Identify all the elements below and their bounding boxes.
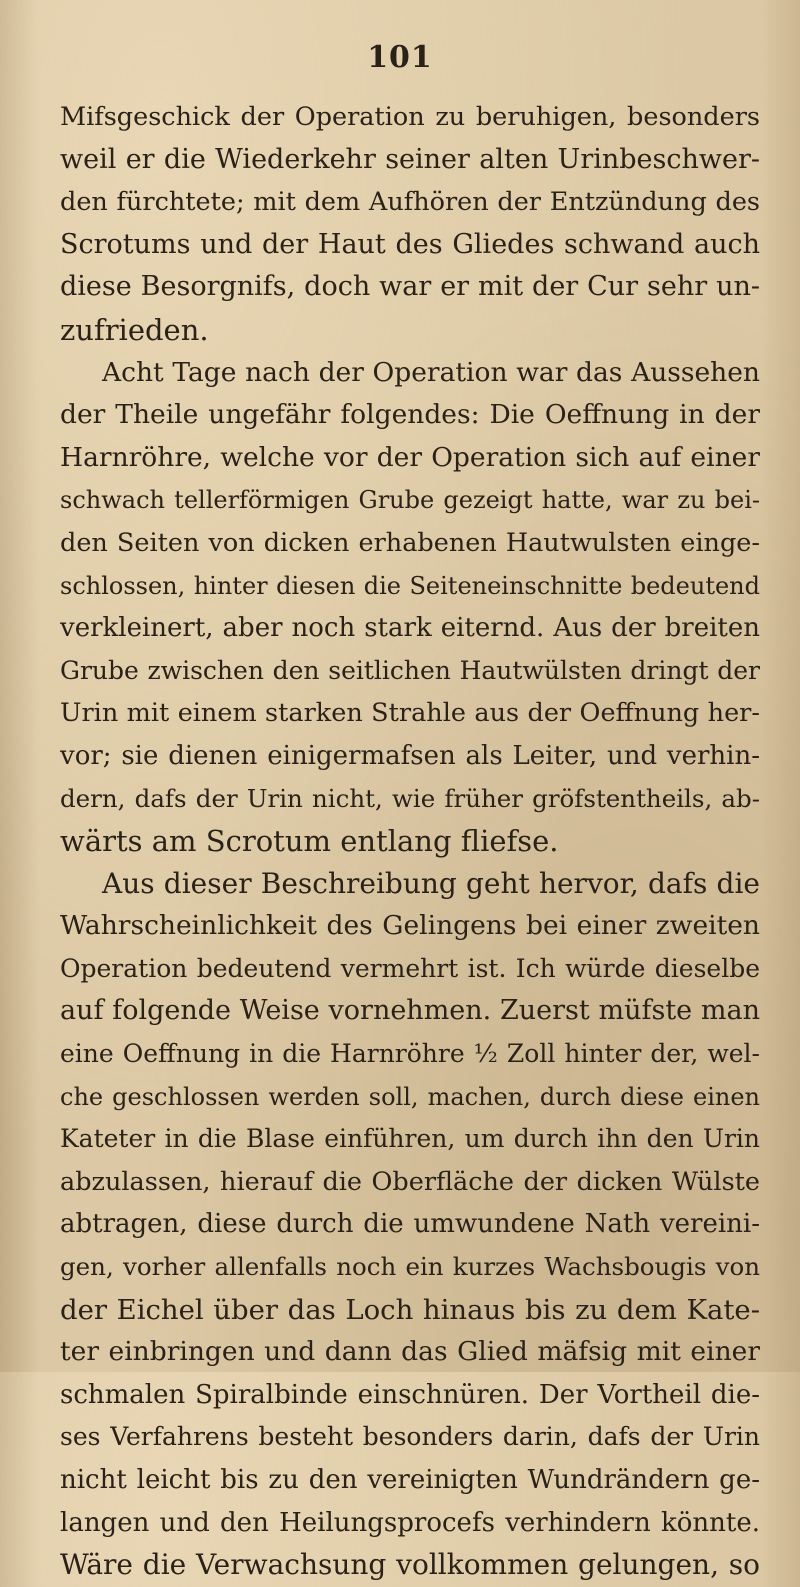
text-line: Acht Tage nach der Operation war das Aussehen (102, 356, 760, 388)
text-line: Kateter in die Blase einführen, um durch ihn den Urin (60, 1124, 760, 1154)
text-line: che geschlossen werden soll, machen, durch diese einen (60, 1082, 760, 1111)
text-line: diese Besorgnifs, doch war er mit der Cur sehr un- (60, 271, 760, 303)
text-line: Harnröhre, welche vor der Operation sich auf einer (60, 441, 760, 473)
text-line: auf folgende Weise vornehmen. Zuerst müfste man (60, 995, 760, 1027)
text-line: den Seiten von dicken erhabenen Hautwulsten einge- (60, 527, 760, 558)
text-line: schmalen Spiralbinde einschnüren. Der Vortheil die- (60, 1379, 760, 1410)
text-line: Operation bedeutend vermehrt ist. Ich würde dieselbe (60, 953, 760, 983)
text-line: dern, dafs der Urin nicht, wie früher gröfstentheils, ab- (60, 783, 760, 813)
text-line: langen und den Heilungsprocefs verhindern könnte. (60, 1507, 760, 1538)
text-line: der Theile ungefähr folgendes: Die Oeffnung in der (60, 399, 760, 431)
text-line: Scrotums und der Haut des Gliedes schwand auch (60, 228, 760, 260)
page-number: 101 (367, 40, 433, 75)
text-line: vor; sie dienen einigermafsen als Leiter, und verhin- (60, 740, 760, 771)
text-line: schlossen, hinter diesen die Seiteneinschnitte bedeutend (60, 571, 760, 600)
text-line: Aus dieser Beschreibung geht hervor, dafs die (102, 866, 760, 900)
text-line: verkleinert, aber noch stark eiternd. Aus der breiten (60, 613, 760, 644)
text-line: den fürchtete; mit dem Aufhören der Entzündung des (60, 187, 760, 218)
text-line: weil er die Wiederkehr seiner alten Urinbeschwer- (60, 143, 760, 175)
text-line: schwach tellerförmigen Grube gezeigt hatte, war zu bei- (60, 486, 760, 515)
body-text (60, 96, 760, 1587)
text-line: nicht leicht bis zu den vereinigten Wundrändern ge- (60, 1465, 760, 1495)
text-line: Wahrscheinlichkeit des Gelingens bei einer zweiten (60, 910, 760, 942)
text-line: abtragen, diese durch die umwundene Nath vereini- (60, 1209, 760, 1240)
text-line: gen, vorher allenfalls noch ein kurzes Wachsbougis von (60, 1252, 760, 1282)
text-line: ter einbringen und dann das Glied mäfsig mit einer (60, 1336, 760, 1368)
text-line: Wäre die Verwachsung vollkommen gelungen, so (60, 1548, 760, 1582)
text-line: Grube zwischen den seitlichen Hautwülsten dringt der (60, 655, 760, 685)
text-line: zufrieden. (60, 312, 209, 347)
text-line: eine Oeffnung in die Harnröhre ½ Zoll hinter der, wel- (60, 1039, 760, 1069)
text-line: Urin mit einem starken Strahle aus der Oeffnung her- (60, 698, 760, 729)
text-line: Mifsgeschick der Operation zu beruhigen, besonders (60, 102, 760, 132)
text-line: der Eichel über das Loch hinaus bis zu dem Kate- (60, 1293, 760, 1326)
text-line: abzulassen, hierauf die Oberfläche der dicken Wülste (60, 1166, 760, 1197)
text-line: wärts am Scrotum entlang fliefse. (60, 824, 559, 859)
text-line: ses Verfahrens besteht besonders darin, dafs der Urin (60, 1422, 760, 1452)
